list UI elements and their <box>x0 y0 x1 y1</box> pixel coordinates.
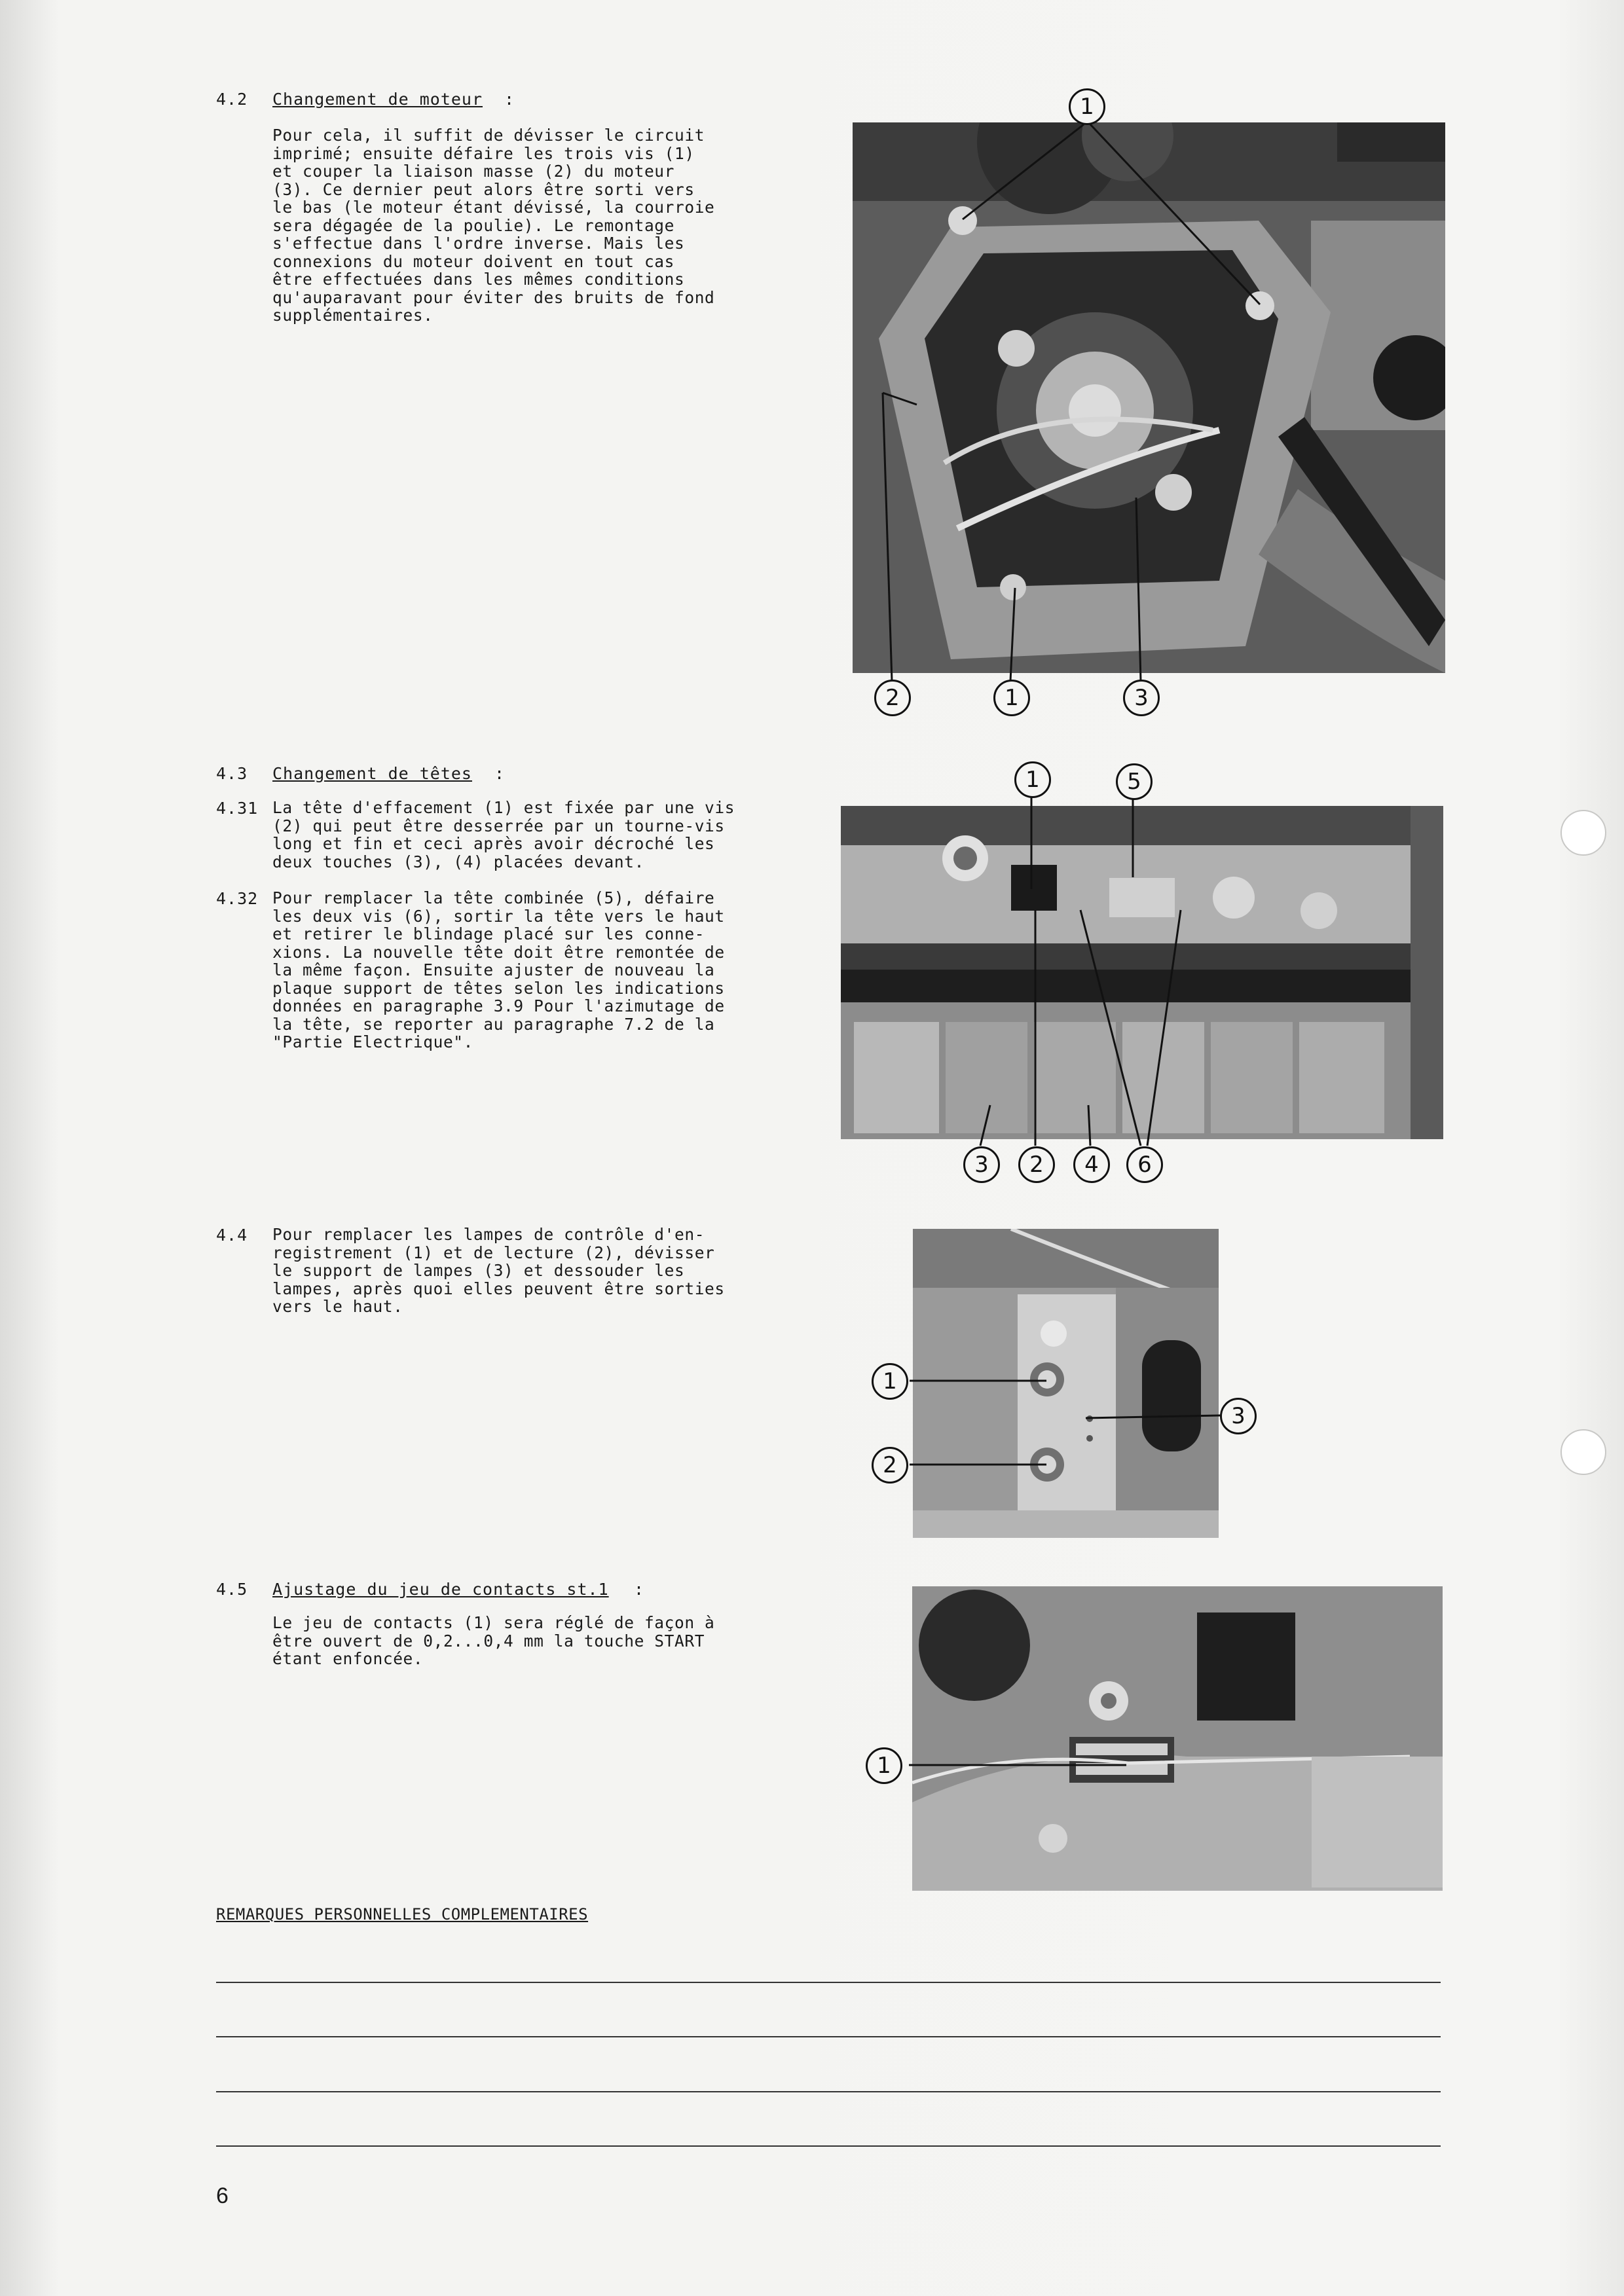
title-colon: : <box>634 1580 645 1599</box>
section-number: 4.2 <box>216 90 248 109</box>
callout-1: 1 <box>1069 88 1105 125</box>
contacts-photo <box>912 1586 1443 1891</box>
subsection-body: La tête d'effacement (1) est fixée par une vis (2) qui peut être desserrée par un tourne-vis long et fin et ceci après avoir décroché les deux touches (3), (4) placées devant. <box>272 798 735 871</box>
callout-5: 5 <box>1116 763 1153 800</box>
callout-1: 1 <box>993 680 1030 716</box>
section-number: 4.4 <box>216 1226 248 1245</box>
heads-photo <box>841 806 1443 1139</box>
subsection-body: Pour remplacer la tête combinée (5), défaire les deux vis (6), sortir la tête vers le haut et retirer le blindage placé sur les conne- xions. La nouvelle tête doit être remontée de la même façon. Ensuite ajuster de nouveau la plaque support de têtes selon les indications données en paragraphe 3.9 Pour l'azimutage de la tête, se reporter au paragraphe 7.2 de la "Partie Electrique". <box>272 888 725 1051</box>
punch-hole-bottom <box>1560 1429 1606 1475</box>
remarks-line <box>216 1982 1441 1983</box>
callout-3: 3 <box>1220 1398 1257 1434</box>
remarks-line <box>216 2091 1441 2092</box>
callout-1: 1 <box>1014 761 1051 798</box>
callout-2: 2 <box>874 680 911 716</box>
title-colon: : <box>494 764 506 783</box>
section-number: 4.5 <box>216 1580 248 1599</box>
section-title: Changement de moteur <box>272 90 483 109</box>
callout-2: 2 <box>1018 1146 1055 1183</box>
punch-hole-top <box>1560 810 1606 856</box>
callout-6: 6 <box>1126 1146 1163 1183</box>
callout-3: 3 <box>963 1146 1000 1183</box>
page-number: 6 <box>216 2183 229 2208</box>
section-body: Pour cela, il suffit de dévisser le circuit imprimé; ensuite défaire les trois vis (1) et couper la liaison masse (2) du moteur (3). Ce dernier peut alors être sorti vers le bas (le moteur étant dévissé, la courroie sera dégagée de la poulie). Le remontage s'effectue dans l'ordre inverse. Mais les connexions du moteur doivent en tout cas être effectuées dans les mêmes conditions qu'auparavant pour éviter des bruits de fond supplémentaires. <box>272 126 715 325</box>
subsection-number: 4.32 <box>216 889 259 908</box>
section-body: Le jeu de contacts (1) sera réglé de façon à être ouvert de 0,2...0,4 mm la touche START étant enfoncée. <box>272 1613 715 1668</box>
section-title: Changement de têtes <box>272 764 472 783</box>
callout-1: 1 <box>866 1747 902 1784</box>
callout-4: 4 <box>1073 1146 1110 1183</box>
section-title: Ajustage du jeu de contacts st.1 <box>272 1580 609 1599</box>
motor-photo <box>853 122 1445 673</box>
section-number: 4.3 <box>216 764 248 783</box>
section-body: Pour remplacer les lampes de contrôle d'en- registrement (1) et de lecture (2), dévisser le support de lampes (3) et dessouder les lampes, après quoi elles peuvent être sorties vers le haut. <box>272 1225 725 1316</box>
remarks-title: REMARQUES PERSONNELLES COMPLEMENTAIRES <box>216 1905 589 1923</box>
callout-2: 2 <box>872 1447 908 1484</box>
lamps-photo <box>913 1229 1219 1538</box>
title-colon: : <box>504 90 515 109</box>
callout-1: 1 <box>872 1363 908 1400</box>
remarks-line <box>216 2036 1441 2037</box>
remarks-line <box>216 2145 1441 2147</box>
subsection-number: 4.31 <box>216 799 259 818</box>
callout-3: 3 <box>1123 680 1160 716</box>
